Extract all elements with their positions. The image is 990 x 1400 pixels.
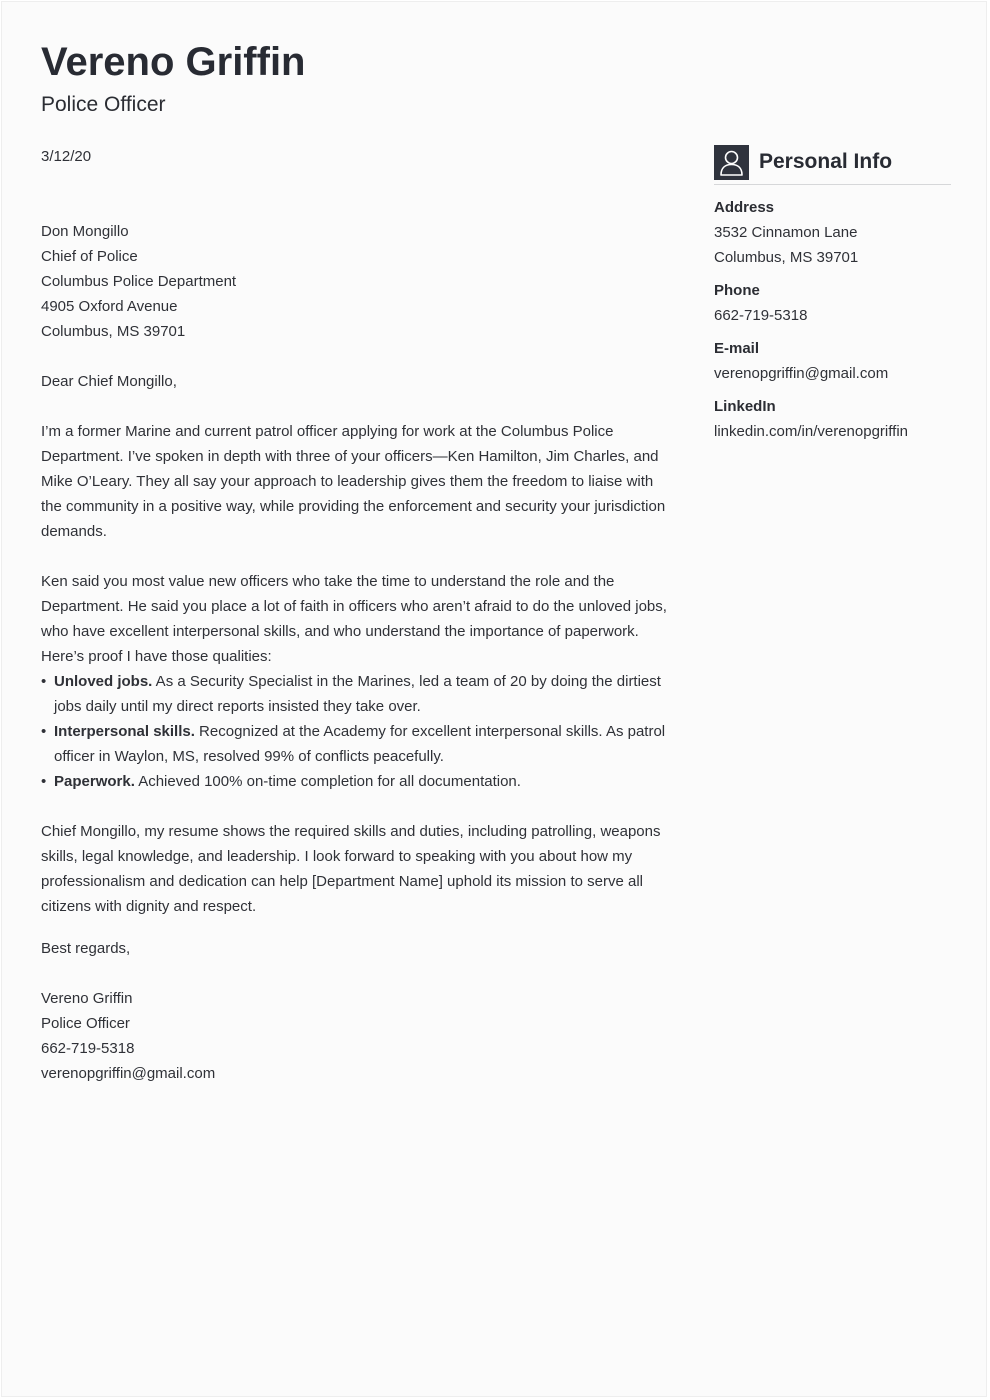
signature-block <box>41 986 671 1086</box>
list-item <box>41 769 671 794</box>
cover-letter-page <box>1 1 987 1397</box>
signature-name: Vereno Griffin <box>41 990 133 1007</box>
applicant-name: Vereno Griffin <box>41 40 306 84</box>
linkedin-label: LinkedIn <box>714 398 776 415</box>
signature-phone: 662-719-5318 <box>41 1040 135 1057</box>
qualities-list <box>41 669 671 794</box>
bullet-heading: Paperwork. <box>54 773 135 790</box>
phone-group <box>714 278 951 328</box>
personal-info-header <box>714 144 951 185</box>
email-value: verenopgriffin@gmail.com <box>714 365 889 382</box>
letter-date: 3/12/20 <box>41 148 92 165</box>
recipient-city: Columbus, MS 39701 <box>41 323 186 340</box>
linkedin-value: linkedin.com/in/verenopgriffin <box>714 423 908 440</box>
list-item <box>41 719 671 769</box>
list-item <box>41 669 671 719</box>
address-label: Address <box>714 199 775 216</box>
paragraph-intro: I’m a former Marine and current patrol officer applying for work at the Columbus Police Department. I’ve spoken in depth with three of your officers—Ken Hamilton, Jim Charles, and Mike O’Leary. They all say your approach to leadership gives them the freedom to liaise with the community in a positive way, while providing the enforcement and security your jurisdiction demands. <box>41 423 666 540</box>
recipient-title: Chief of Police <box>41 248 138 265</box>
salutation: Dear Chief Mongillo, <box>41 373 177 390</box>
letter-body <box>41 144 671 1086</box>
bullet-text: Recognized at the Academy for excellent interpersonal skills. As patrol officer in Waylon, MS, resolved 99% of conflicts peacefully. <box>54 723 666 765</box>
personal-info-list <box>714 195 951 444</box>
closing-phrase: Best regards, <box>41 940 131 957</box>
email-label: E-mail <box>714 340 760 357</box>
address-line-2: Columbus, MS 39701 <box>714 249 859 266</box>
recipient-organization: Columbus Police Department <box>41 273 237 290</box>
bullet-text: As a Security Specialist in the Marines, led a team of 20 by doing the dirtiest jobs daily until my direct reports insisted they take over. <box>54 673 661 715</box>
bullet-heading: Interpersonal skills. <box>54 723 195 740</box>
bullet-heading: Unloved jobs. <box>54 673 153 690</box>
person-icon <box>714 145 749 180</box>
personal-info-sidebar <box>714 144 951 452</box>
address-line-1: 3532 Cinnamon Lane <box>714 224 858 241</box>
phone-value: 662-719-5318 <box>714 307 808 324</box>
paragraph-closing: Chief Mongillo, my resume shows the required skills and duties, including patrolling, weapons skills, legal knowledge, and leadership. I look forward to speaking with you about how my professionalism and dedication can help [Department Name] uphold its mission to serve all citizens with dignity and respect. <box>41 823 661 915</box>
linkedin-group <box>714 394 951 444</box>
email-group <box>714 336 951 386</box>
applicant-job-title: Police Officer <box>41 93 166 116</box>
signature-email: verenopgriffin@gmail.com <box>41 1065 216 1082</box>
recipient-block <box>41 219 671 344</box>
recipient-street: 4905 Oxford Avenue <box>41 298 178 315</box>
bullet-text: Achieved 100% on-time completion for all documentation. <box>134 773 521 790</box>
signature-title: Police Officer <box>41 1015 130 1032</box>
personal-info-title: Personal Info <box>759 150 893 173</box>
recipient-name: Don Mongillo <box>41 223 129 240</box>
phone-label: Phone <box>714 282 760 299</box>
paragraph-qualities: Ken said you most value new officers who take the time to understand the role and the Department. He said you place a lot of faith in officers who aren’t afraid to do the unloved jobs, who have excellent interpersonal skills, and who understand the importance of paperwork. Here’s proof I have those qualities: <box>41 573 667 665</box>
address-group <box>714 195 951 270</box>
